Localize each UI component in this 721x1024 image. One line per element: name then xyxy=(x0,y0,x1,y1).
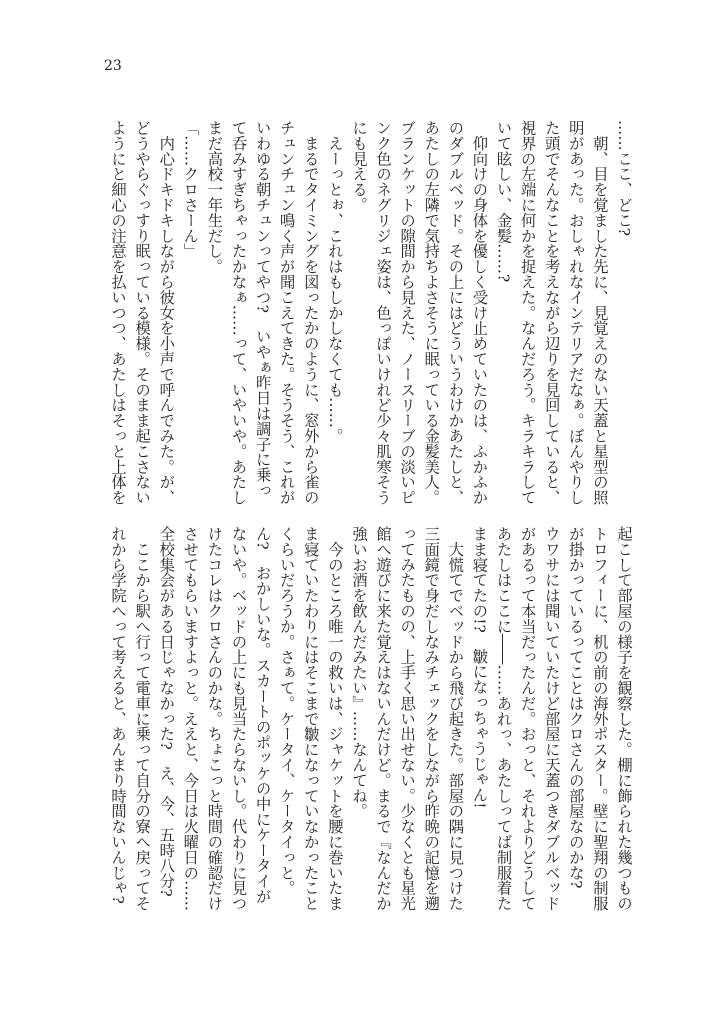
text-line: あたしはここに――……あれっ、あたしってば制服着た xyxy=(494,526,513,911)
upper-text-block xyxy=(106,120,636,505)
text-line: チュンチュン鳴く声が聞こえてきた。そうそう、これが xyxy=(277,120,296,505)
text-line: まま寝てたの!? 皺になっちゃうじゃん! xyxy=(470,526,489,809)
text-line: 三面鏡で身だしなみチェックをしながら昨晩の記憶を遡 xyxy=(422,526,441,911)
text-line: 「……クロさーん」 xyxy=(181,120,200,259)
text-line: まだ高校一年生だし。 xyxy=(205,120,224,274)
text-line: が掛かっているってことはクロさんの部屋なのかな? xyxy=(566,526,585,889)
text-line: 全校集会がある日じゃなかった? え、今、五時八分? xyxy=(157,526,176,897)
text-line: 視界の左端に何かを捉えた。なんだろう。キラキラして xyxy=(518,120,537,505)
text-line: ウワサには聞いていたけど部屋に天蓋つきダブルベッド xyxy=(542,526,561,911)
text-line: 明があった。おしゃれなインテリアだなぁ。ぼんやりし xyxy=(566,120,585,505)
text-line: 起こして部屋の様子を観察した。棚に飾られた幾つもの xyxy=(615,526,633,911)
text-line: まるでタイミングを図ったかのように、窓外から雀の xyxy=(301,120,320,505)
text-line: 朝、目を覚ました先に、見覚えのない天蓋と星型の照 xyxy=(590,120,609,505)
text-line: トロフィーに、机の前の海外ポスター。壁に聖翔の制服 xyxy=(590,526,609,911)
text-line: ようにと細心の注意を払いつつ、あたしはそっと上体を xyxy=(109,120,128,505)
text-line: 大慌てでベッドから飛び起きた。部屋の隅に見つけた xyxy=(446,526,465,911)
text-line: 内心ドキドキしながら彼女を小声で呼んでみた。が、 xyxy=(157,120,176,505)
text-line: れから学院へって考えると、あんまり時間ないんじゃ? xyxy=(109,526,128,904)
lower-text-block xyxy=(106,526,636,926)
text-line: 今のところ唯一の救いは、ジャケットを腰に巻いたま xyxy=(325,526,344,911)
text-line: ないや。ベッドの上にも見当たらないし。代わりに見つ xyxy=(229,526,248,911)
text-line: ここから駅へ行って電車に乗って自分の寮へ戻ってそ xyxy=(133,526,152,911)
text-line: ……ここ、どこ? xyxy=(615,120,633,237)
text-line: どうやらぐっすり眠っている模様。そのまま起こさない xyxy=(133,120,152,505)
text-line: ん? おかしいな。スカートのポッケの中にケータイが xyxy=(253,526,272,904)
text-line: けたコレはクロさんのかな。ちょこっと時間の確認だけ xyxy=(205,526,224,911)
text-line: あたしの左隣で気持ちよさそうに眠っている金髪美人。 xyxy=(422,120,441,505)
page-number: 23 xyxy=(104,58,122,74)
text-line: ンク色のネグリジェ姿は、色っぽいけれど少々肌寒そう xyxy=(374,120,393,505)
text-line: いて眩しい、金髪……? xyxy=(494,120,513,283)
text-line: くらいだろうか。さぁて。ケータイ、ケータイっと。 xyxy=(277,526,296,896)
text-line: ってみたものの、上手く思い出せない。少なくとも星光 xyxy=(398,526,417,911)
text-line: 強いお酒を飲んだみたい』……なんてね。 xyxy=(349,526,368,819)
text-line: ま寝ていたわりにはそこまで皺になっていなかったこと xyxy=(301,526,320,911)
text-line: させてもらいますよっと。ええと、今日は火曜日の…… xyxy=(181,526,200,911)
text-line: えーっとぉ、これはもしかしなくても……。 xyxy=(325,120,344,444)
text-line: のダブルベッド。その上にはどういうわけかあたしと、 xyxy=(446,120,465,505)
text-line: にも見える。 xyxy=(349,120,368,213)
text-line: いわゆる朝チュンってやつ? いやぁ昨日は調子に乗っ xyxy=(253,120,272,498)
text-line: 仰向けの身体を優しく受け止めていたのは、ふかふか xyxy=(470,120,489,505)
text-line: ブランケットの隙間から見えた、ノースリーブの淡いピ xyxy=(398,120,417,505)
text-line: て呑みすぎちゃったかなぁ……って、いやいや。あたし xyxy=(229,120,248,505)
text-line: があるって本当だったんだ。おっと、それよりどうして xyxy=(518,526,537,911)
text-line: 館へ遊びに来た覚えはないんだけど。まるで『なんだか xyxy=(374,526,393,911)
text-line: た頭でそんなことを考えながら辺りを見回していると、 xyxy=(542,120,561,505)
